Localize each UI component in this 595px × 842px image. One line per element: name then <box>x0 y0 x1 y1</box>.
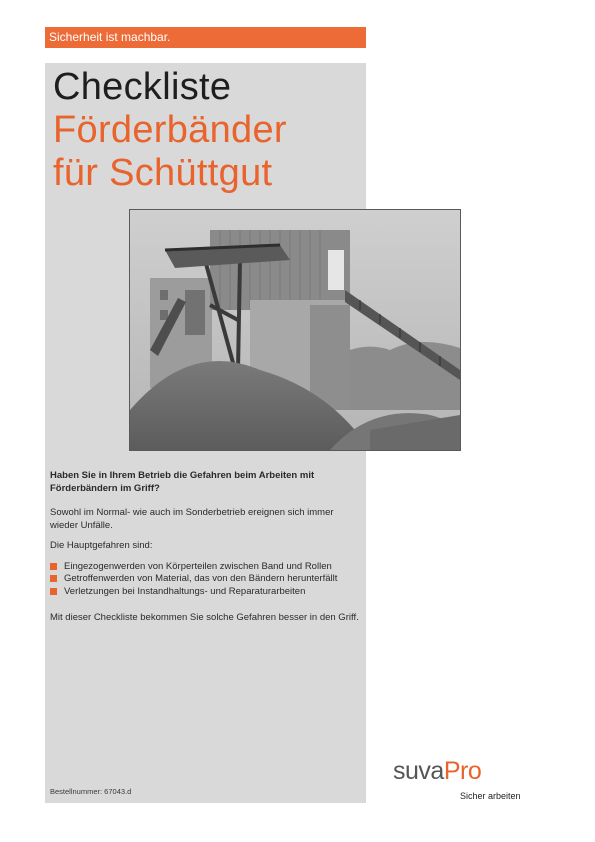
hazard-text: Verletzungen bei Instandhaltungs- und Reparaturarbeiten <box>64 585 306 597</box>
title-line-1: Checkliste <box>53 66 232 108</box>
logo-pro: Pro <box>443 757 482 785</box>
suvapro-logo <box>393 757 481 785</box>
hazard-text: Getroffenwerden von Material, das von den Bändern herunterfällt <box>64 573 338 584</box>
hazard-list <box>50 561 362 599</box>
logo-suva: suva <box>393 757 444 785</box>
conveyor-illustration <box>130 210 460 450</box>
bullet-square-icon <box>50 588 57 595</box>
bullet-square-icon <box>50 575 57 582</box>
order-number: Bestellnummer: 67043.d <box>50 787 132 796</box>
paragraph-accidents: Sowohl im Normal- wie auch im Sonderbetrieb ereignen sich immer wieder Unfälle. <box>50 507 334 531</box>
document-title <box>53 66 287 195</box>
hazard-item <box>50 573 362 586</box>
title-line-2: Förderbänder <box>53 109 287 151</box>
intro-question: Haben Sie in Ihrem Betrieb die Gefahren beim Arbeiten mit Förderbändern im Griff? <box>50 470 315 494</box>
hazard-item <box>50 561 362 574</box>
closing-paragraph: Mit dieser Checkliste bekommen Sie solche Gefahren besser in den Griff. <box>50 612 359 623</box>
title-line-3: für Schüttgut <box>53 152 273 194</box>
conveyor-photo <box>129 209 461 451</box>
logo-tagline: Sicher arbeiten <box>460 791 521 801</box>
slogan-bar <box>45 27 366 48</box>
hazard-item <box>50 586 362 599</box>
slogan-text: Sicherheit ist machbar. <box>49 30 171 44</box>
bullet-square-icon <box>50 563 57 570</box>
body-text <box>50 470 362 633</box>
hazards-heading: Die Hauptgefahren sind: <box>50 540 153 551</box>
hazard-text: Eingezogenwerden von Körperteilen zwischen Band und Rollen <box>64 560 332 572</box>
